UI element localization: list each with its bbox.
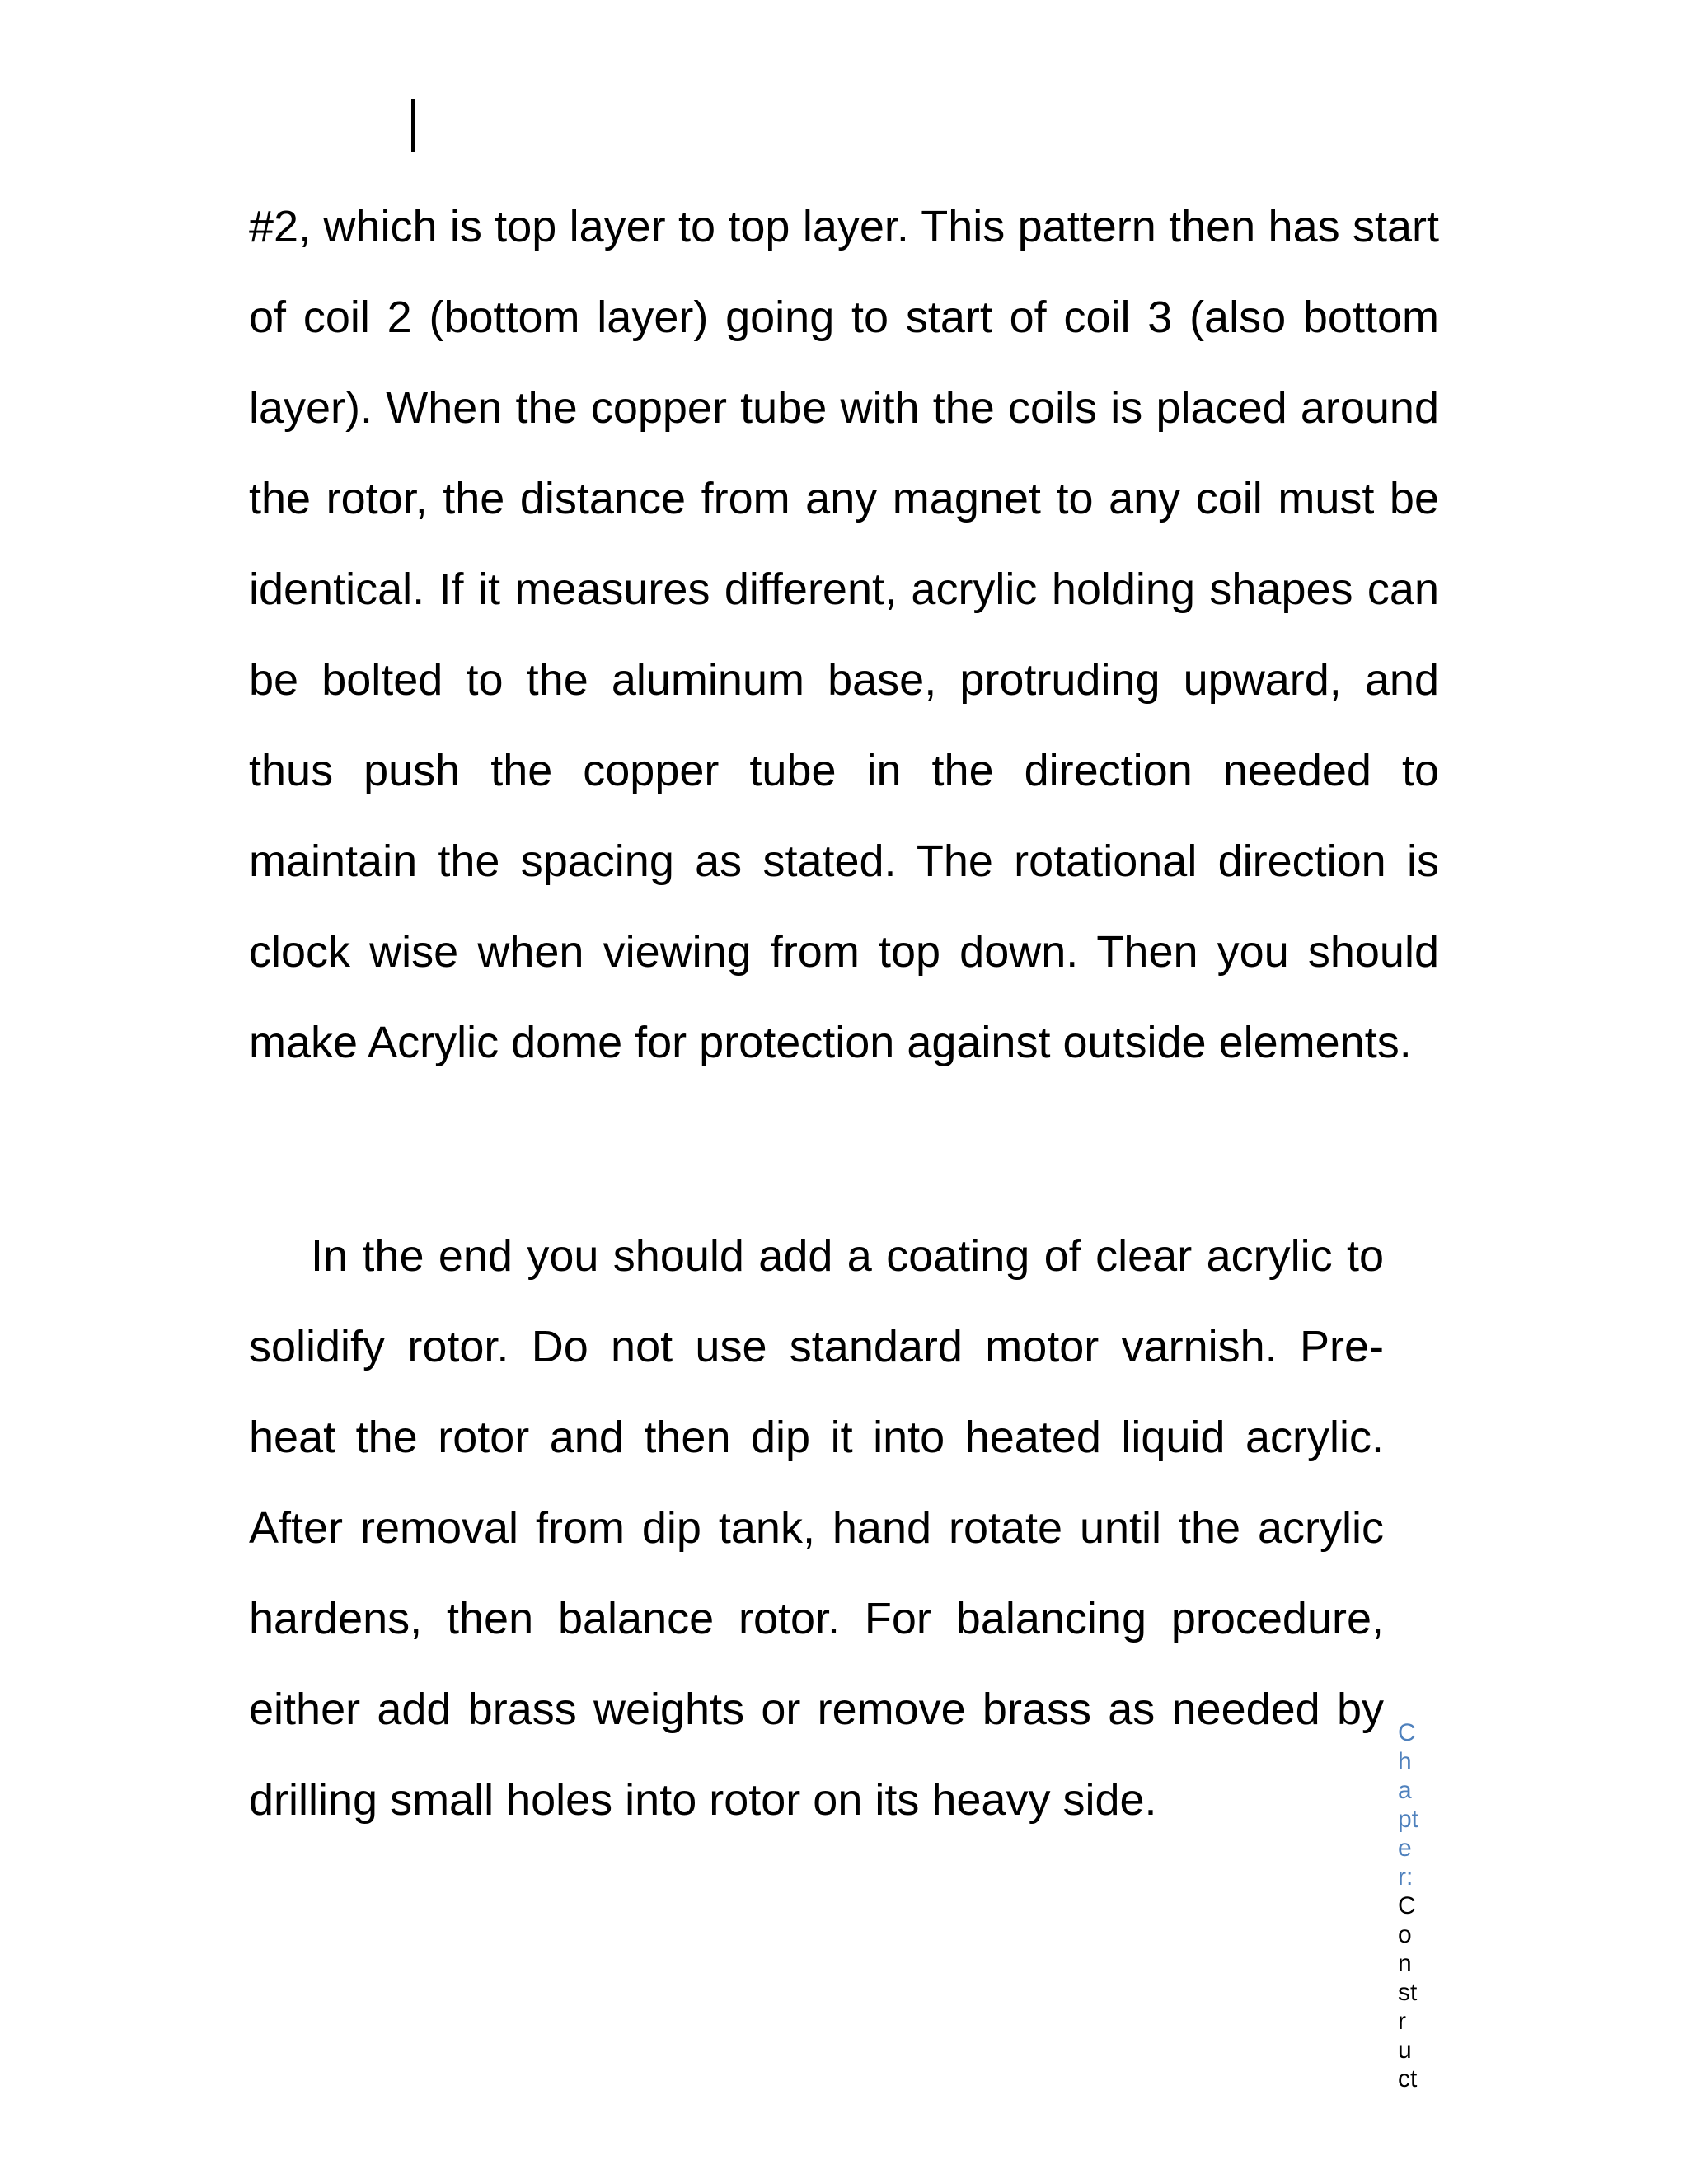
chapter-side-label [1398, 1718, 1431, 2093]
chapter-value-char: r [1398, 2008, 1406, 2035]
chapter-value-char: n [1398, 1950, 1412, 1977]
chapter-label-char: e [1398, 1835, 1412, 1862]
body-paragraph-2: In the end you should add a coating of clear acrylic to solidify rotor. Do not use standard motor varnish. Pre-heat the rotor and then dip it into heated liquid acrylic. After removal from dip tank, hand rotate until the acrylic hardens, then balance rotor. For balancing procedure, either add brass weights or remove brass as needed by drilling small holes into rotor on its heavy side. [249, 1231, 1384, 1825]
body-paragraph-1: #2, which is top layer to top layer. This pattern then has start of coil 2 (bottom layer) going to start of coil 3 (also bottom layer). When the copper tube with the coils is placed around the rotor, the distance from any magnet to any coil must be identical. If it measures different, acrylic holding shapes can be bolted to the aluminum base, protruding upward, and thus push the copper tube in the direction needed to maintain the spacing as stated. The rotational direction is clock wise when viewing from top down. Then you should make Acrylic dome for protection against outside elements. [249, 202, 1439, 1067]
chapter-label-char: a [1398, 1777, 1412, 1804]
chapter-label-char: C [1398, 1719, 1416, 1746]
chapter-value-char: st [1398, 1979, 1418, 2006]
chapter-value-char: ct [1398, 2065, 1418, 2093]
chapter-label-char: r: [1398, 1863, 1414, 1891]
chapter-value-char: C [1398, 1892, 1416, 1919]
chapter-value-char: u [1398, 2036, 1412, 2064]
chapter-label-char: h [1398, 1748, 1412, 1775]
chapter-value-char: o [1398, 1921, 1412, 1948]
chapter-label-char: pt [1398, 1806, 1419, 1833]
text-cursor-mark [411, 99, 415, 152]
